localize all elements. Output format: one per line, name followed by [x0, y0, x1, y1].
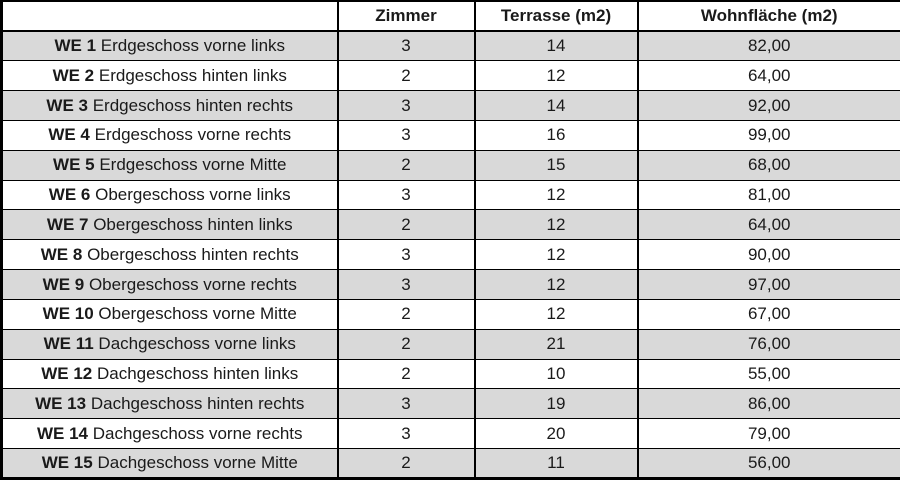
unit-id: WE 13	[35, 393, 87, 413]
unit-label-cell	[2, 180, 338, 210]
rooms-cell: 3	[338, 91, 475, 121]
unit-label-cell	[2, 329, 338, 359]
terrace-cell: 12	[475, 299, 638, 329]
unit-description: Dachgeschoss hinten rechts	[90, 393, 305, 413]
unit-label-cell	[2, 210, 338, 240]
terrace-cell: 11	[475, 449, 638, 479]
living-area-cell: 86,00	[638, 389, 900, 419]
living-area-cell: 79,00	[638, 419, 900, 449]
terrace-cell: 12	[475, 61, 638, 91]
terrace-cell: 15	[475, 150, 638, 180]
living-area-cell: 64,00	[638, 61, 900, 91]
table-row	[2, 240, 900, 270]
living-area-cell: 56,00	[638, 449, 900, 479]
unit-label-cell	[2, 150, 338, 180]
unit-id: WE 15	[41, 453, 93, 473]
unit-description: Erdgeschoss hinten rechts	[92, 95, 294, 115]
rooms-cell: 2	[338, 449, 475, 479]
table-row	[2, 359, 900, 389]
rooms-cell: 3	[338, 270, 475, 300]
unit-description: Dachgeschoss vorne Mitte	[97, 453, 298, 473]
terrace-cell: 20	[475, 419, 638, 449]
unit-description: Erdgeschoss vorne links	[100, 36, 286, 56]
table-row	[2, 180, 900, 210]
unit-id: WE 10	[42, 304, 94, 324]
unit-id: WE 7	[46, 214, 89, 234]
table-row	[2, 419, 900, 449]
unit-label-cell	[2, 91, 338, 121]
terrace-cell: 10	[475, 359, 638, 389]
table-row	[2, 31, 900, 61]
rooms-cell: 2	[338, 299, 475, 329]
terrace-cell: 21	[475, 329, 638, 359]
unit-id: WE 8	[40, 244, 83, 264]
terrace-cell: 14	[475, 91, 638, 121]
terrace-cell: 19	[475, 389, 638, 419]
header-cell-rooms: Zimmer	[338, 1, 475, 31]
table-row	[2, 329, 900, 359]
unit-label-cell	[2, 270, 338, 300]
rooms-cell: 3	[338, 419, 475, 449]
living-area-cell: 64,00	[638, 210, 900, 240]
header-cell-unit	[2, 1, 338, 31]
rooms-cell: 2	[338, 210, 475, 240]
rooms-cell: 2	[338, 150, 475, 180]
terrace-cell: 16	[475, 120, 638, 150]
rooms-cell: 2	[338, 329, 475, 359]
unit-description: Dachgeschoss hinten links	[96, 364, 299, 384]
rooms-cell: 3	[338, 240, 475, 270]
header-cell-terrace: Terrasse (m2)	[475, 1, 638, 31]
table-row	[2, 299, 900, 329]
unit-label-cell	[2, 359, 338, 389]
unit-description: Dachgeschoss vorne rechts	[92, 423, 303, 443]
terrace-cell: 12	[475, 270, 638, 300]
table-row	[2, 449, 900, 479]
table-body	[2, 31, 900, 479]
unit-id: WE 3	[46, 95, 88, 115]
living-area-cell: 67,00	[638, 299, 900, 329]
table-row	[2, 150, 900, 180]
unit-label-cell	[2, 31, 338, 61]
unit-id: WE 11	[43, 334, 94, 354]
living-area-cell: 68,00	[638, 150, 900, 180]
terrace-cell: 12	[475, 180, 638, 210]
table-header	[2, 1, 900, 31]
unit-label-cell	[2, 419, 338, 449]
rooms-cell: 3	[338, 31, 475, 61]
unit-label-cell	[2, 240, 338, 270]
unit-id: WE 9	[42, 274, 85, 294]
unit-id: WE 4	[48, 125, 90, 145]
rooms-cell: 3	[338, 120, 475, 150]
unit-label-cell	[2, 299, 338, 329]
living-area-cell: 90,00	[638, 240, 900, 270]
rooms-cell: 2	[338, 61, 475, 91]
terrace-cell: 12	[475, 240, 638, 270]
unit-description: Obergeschoss vorne rechts	[88, 274, 297, 294]
rooms-cell: 3	[338, 389, 475, 419]
living-area-cell: 97,00	[638, 270, 900, 300]
unit-description: Obergeschoss hinten links	[93, 214, 293, 234]
header-row	[2, 1, 900, 31]
unit-description: Obergeschoss vorne links	[95, 185, 291, 205]
unit-description: Obergeschoss vorne Mitte	[98, 304, 297, 324]
unit-label-cell	[2, 120, 338, 150]
unit-label-cell	[2, 389, 338, 419]
table-row	[2, 389, 900, 419]
rooms-cell: 2	[338, 359, 475, 389]
unit-description: Erdgeschoss hinten links	[98, 65, 287, 85]
rooms-cell: 3	[338, 180, 475, 210]
unit-id: WE 1	[54, 36, 97, 56]
unit-description: Erdgeschoss vorne rechts	[94, 125, 292, 145]
unit-id: WE 2	[52, 65, 95, 85]
table-row	[2, 210, 900, 240]
unit-label-cell	[2, 449, 338, 479]
living-area-cell: 55,00	[638, 359, 900, 389]
living-area-cell: 76,00	[638, 329, 900, 359]
unit-description: Obergeschoss hinten rechts	[87, 244, 299, 264]
unit-id: WE 5	[53, 155, 95, 175]
living-area-cell: 82,00	[638, 31, 900, 61]
header-cell-living-area: Wohnfläche (m2)	[638, 1, 900, 31]
unit-id: WE 14	[36, 423, 88, 443]
unit-id: WE 12	[41, 364, 93, 384]
terrace-cell: 14	[475, 31, 638, 61]
terrace-cell: 12	[475, 210, 638, 240]
living-area-cell: 92,00	[638, 91, 900, 121]
unit-id: WE 6	[48, 185, 91, 205]
unit-label-cell	[2, 61, 338, 91]
unit-description: Erdgeschoss vorne Mitte	[99, 155, 287, 175]
table-row	[2, 120, 900, 150]
table-row	[2, 91, 900, 121]
living-area-cell: 99,00	[638, 120, 900, 150]
unit-description: Dachgeschoss vorne links	[98, 334, 296, 354]
table-row	[2, 61, 900, 91]
table-row	[2, 270, 900, 300]
living-area-cell: 81,00	[638, 180, 900, 210]
